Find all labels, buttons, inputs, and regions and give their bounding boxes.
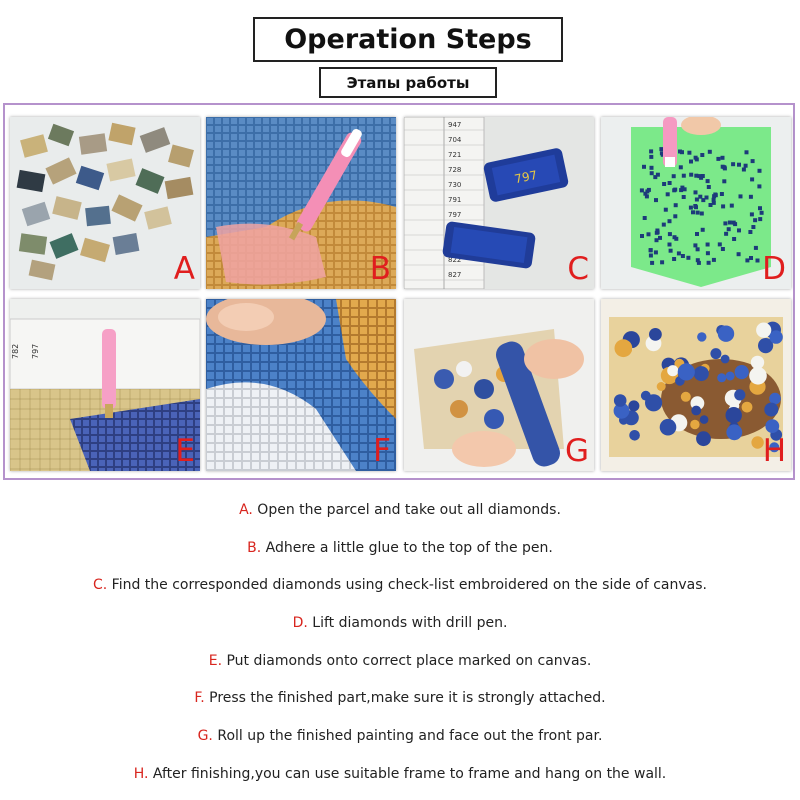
- step-f-panel: [206, 299, 396, 471]
- checklist-code: 728: [448, 166, 462, 174]
- chart-code: 782: [11, 343, 20, 359]
- instruction-label: D.: [292, 615, 308, 632]
- instruction-label: E.: [208, 652, 223, 669]
- instruction-list: [0, 492, 800, 794]
- instruction-label: C.: [92, 577, 108, 594]
- step-c-panel: [404, 117, 594, 289]
- page-subtitle: Этапы работы: [319, 67, 497, 98]
- instruction-label: G.: [197, 728, 213, 745]
- step-letter: B: [369, 251, 391, 287]
- instruction-label: F.: [194, 690, 205, 707]
- bag-label: 797: [513, 167, 539, 187]
- instruction-label: A.: [239, 502, 253, 518]
- step-e-panel: [10, 299, 200, 471]
- check-list-image: [404, 117, 594, 289]
- instruction-text: Press the finished part,make sure it is strongly attached.: [209, 690, 606, 707]
- step-letter: C: [567, 251, 589, 287]
- instruction-item: [0, 643, 800, 681]
- checklist-code: 704: [448, 136, 462, 144]
- checklist-code: 822: [448, 256, 462, 264]
- instruction-item: [0, 492, 800, 530]
- instruction-item: [0, 530, 800, 568]
- instruction-item: [0, 756, 800, 794]
- step-g-panel: [404, 299, 594, 471]
- glue-pen-image: [206, 117, 396, 289]
- step-letter: D: [762, 251, 786, 287]
- step-letter: F: [373, 433, 391, 469]
- step-b-panel: [206, 117, 396, 289]
- instruction-text: Roll up the finished painting and face out the front par.: [217, 728, 603, 745]
- checklist-code: 730: [448, 181, 462, 189]
- instruction-item: [0, 567, 800, 605]
- step-h-panel: [601, 299, 791, 471]
- instruction-item: [0, 605, 800, 643]
- checklist-code: 791: [448, 196, 462, 204]
- instruction-text: Lift diamonds with drill pen.: [312, 615, 508, 632]
- instruction-text: Open the parcel and take out all diamonds.: [257, 502, 561, 518]
- press-finished-image: [206, 299, 396, 471]
- instruction-text: Adhere a little glue to the top of the pen.: [265, 539, 553, 556]
- checklist-code: 947: [448, 121, 462, 129]
- chart-code: 797: [31, 343, 40, 359]
- instruction-item: [0, 680, 800, 718]
- step-letter: G: [564, 433, 589, 469]
- instruction-item: [0, 718, 800, 756]
- checklist-code: 827: [448, 271, 462, 279]
- instruction-text: Find the corresponded diamonds using check-list embroidered on the side of canvas.: [111, 577, 707, 594]
- instruction-label: H.: [133, 765, 149, 782]
- instruction-label: B.: [247, 539, 262, 556]
- canvas-placement-image: [10, 299, 200, 471]
- checklist-code: 721: [448, 151, 462, 159]
- instruction-text: After finishing,you can use suitable frame to frame and hang on the wall.: [152, 765, 667, 782]
- checklist-code: 797: [448, 211, 462, 219]
- step-d-panel: [601, 117, 791, 289]
- diamond-bags-image: [10, 117, 200, 289]
- step-letter: A: [173, 251, 195, 287]
- step-letter: H: [762, 433, 786, 469]
- instruction-text: Put diamonds onto correct place marked on canvas.: [226, 652, 592, 669]
- page-title: Operation Steps: [253, 17, 563, 62]
- step-a-panel: [10, 117, 200, 289]
- step-letter: E: [175, 433, 195, 469]
